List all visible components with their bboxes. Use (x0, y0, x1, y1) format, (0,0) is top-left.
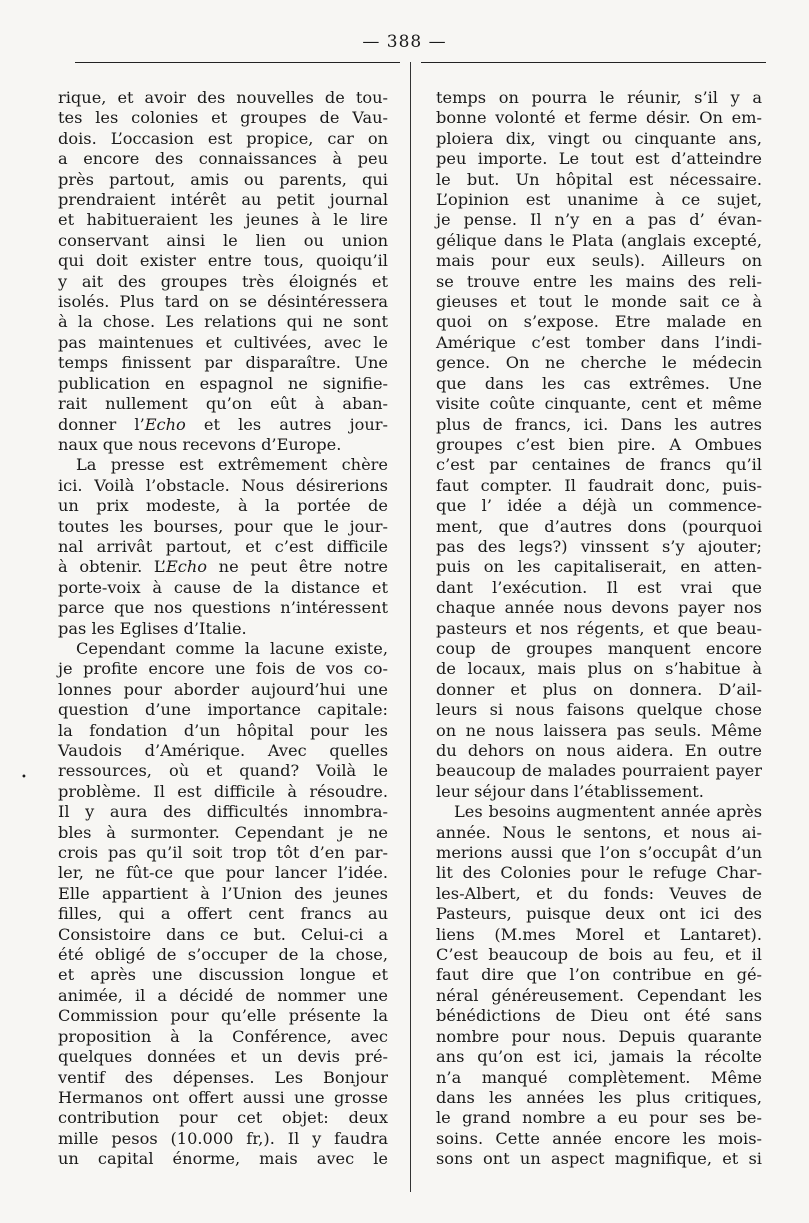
text-line: de locaux, mais plus on s’habitue à (436, 659, 762, 679)
text-line: Hermanos ont offert aussi une grosse (58, 1087, 388, 1107)
text-line: ler, ne fût-ce que pour lancer l’idée. (58, 863, 388, 883)
text-line: un prix modeste, à la portée de (58, 496, 388, 516)
text-line: qui doit exister entre tous, quoiqu’il (58, 251, 388, 271)
text-line: pasteurs et nos régents, et que beau- (436, 618, 762, 638)
text-line: gélique dans le Plata (anglais excepté, (436, 230, 762, 250)
text-line: temps finissent par disparaître. Une (58, 353, 388, 373)
text-line: visite coûte cinquante, cent et même (436, 394, 762, 414)
text-line: gieuses et tout le monde sait ce à (436, 292, 762, 312)
text-line: ploiera dix, vingt ou cinquante ans, (436, 128, 762, 148)
text-line: ici. Voilà l’obstacle. Nous désirerions (58, 475, 388, 495)
text-line: groupes c’est bien pire. A Ombues (436, 434, 762, 454)
margin-mark: • (21, 772, 27, 783)
text-line: lonnes pour aborder aujourd’hui une (58, 679, 388, 699)
text-line: année. Nous le sentons, et nous ai- (436, 822, 762, 842)
text-line: faut dire que l’on contribue en gé- (436, 965, 762, 985)
text-line: sons ont un aspect magnifique, et si (436, 1149, 762, 1169)
text-line: leur séjour dans l’établissement. (436, 781, 704, 801)
text-line: n’a manqué complètement. Même (436, 1067, 762, 1087)
text-line: mais pour eux seuls). Ailleurs on (436, 251, 762, 271)
text-line: été obligé de s’occuper de la chose, (58, 945, 388, 965)
text-line: à obtenir. L’Echo ne peut être notre (58, 557, 389, 577)
text-line: animée, il a décidé de nommer une (58, 985, 388, 1005)
text-line: ment, que d’autres dons (pourquoi (436, 516, 762, 536)
text-line: ventif des dépenses. Les Bonjour (58, 1067, 388, 1087)
text-line: pas les Eglises d’Italie. (58, 618, 247, 638)
text-line: le grand nombre a eu pour ses be- (436, 1108, 762, 1128)
text-line: à la chose. Les relations qui ne sont (58, 312, 388, 332)
text-line: nal arrivât partout, et c’est difficile (58, 536, 388, 556)
text-line: Cependant comme la lacune existe, (76, 638, 388, 658)
text-line: se trouve entre les mains des reli- (436, 271, 762, 291)
text-line: ressources, où et quand? Voilà le (58, 761, 388, 781)
text-line: temps on pourra le réunir, s’il y a (436, 88, 762, 107)
text-line: rique, et avoir des nouvelles de tou- (58, 88, 388, 107)
text-line: Pasteurs, puisque deux ont ici des (436, 904, 762, 924)
text-line: dois. L’occasion est propice, car on (58, 128, 388, 148)
text-line: dans les années les plus critiques, (436, 1087, 762, 1107)
text-line: et après une discussion longue et (58, 965, 388, 985)
text-line: que l’ idée a déjà un commence- (436, 496, 762, 516)
text-line: bonne volonté et ferme désir. On em- (436, 108, 762, 128)
header-rule-left (75, 62, 400, 63)
text-line: beaucoup de malades pourraient payer (436, 761, 762, 781)
text-line: je profite encore une fois de vos co- (58, 659, 388, 679)
text-line: pas maintenues et cultivées, avec le (58, 332, 388, 352)
text-line: filles, qui a offert cent francs au (58, 904, 388, 924)
page-number: — 388 — (362, 32, 447, 52)
text-line: proposition à la Conférence, avec (58, 1026, 388, 1046)
text-line: Commission pour qu’elle présente la (58, 1006, 388, 1026)
left-column (58, 88, 388, 1170)
text-line: crois pas qu’il soit trop tôt d’en par- (58, 843, 388, 863)
text-line: chaque année nous devons payer nos (436, 598, 762, 618)
text-line: peu importe. Le tout est d’atteindre (436, 149, 762, 169)
text-line: ans qu’on est ici, jamais la récolte (436, 1047, 762, 1067)
text-line: bénédictions de Dieu ont été sans (436, 1006, 762, 1026)
text-line: merions aussi que l’on s’occupât d’un (436, 843, 762, 863)
text-line: donner l’Echo et les autres jour- (58, 414, 388, 434)
text-line: puis on les capitaliserait, en atten- (436, 557, 762, 577)
text-line: toutes les bourses, pour que le jour- (58, 516, 388, 536)
text-line: leurs si nous faisons quelque chose (436, 700, 762, 720)
text-line: Il y aura des difficultés innombra- (58, 802, 388, 822)
text-line: et habitueraient les jeunes à le lire (58, 210, 388, 230)
text-line: y ait des groupes très éloignés et (58, 271, 388, 291)
text-line: prendraient intérêt au petit journal (58, 190, 388, 210)
text-line: naux que nous recevons d’Europe. (58, 434, 342, 454)
text-line: question d’une importance capitale: (58, 700, 388, 720)
text-line: gence. On ne cherche le médecin (436, 353, 762, 373)
text-line: le but. Un hôpital est nécessaire. (436, 169, 762, 189)
text-line: Consistoire dans ce but. Celui-ci a (58, 924, 388, 944)
text-line: dant l’exécution. Il est vrai que (436, 577, 762, 597)
text-line: néral généreusement. Cependant les (436, 985, 762, 1005)
text-line: soins. Cette année encore les mois- (436, 1128, 762, 1148)
text-line: parce que nos questions n’intéressent (58, 598, 388, 618)
text-line: tes les colonies et groupes de Vau- (58, 108, 388, 128)
text-line: près partout, amis ou parents, qui (58, 169, 388, 189)
text-line: que dans les cas extrêmes. Une (436, 373, 762, 393)
text-line: plus de francs, ici. Dans les autres (436, 414, 762, 434)
right-column (436, 88, 762, 1170)
text-line: on ne nous laissera pas seuls. Même (436, 720, 762, 740)
text-line: je pense. Il n’y en a pas d’ évan- (436, 210, 762, 230)
text-line: publication en espagnol ne signifie- (58, 373, 388, 393)
text-line: contribution pour cet objet: deux (58, 1108, 388, 1128)
text-line: un capital énorme, mais avec le (58, 1149, 388, 1169)
text-line: a encore des connaissances à peu (58, 149, 388, 169)
text-line: bles à surmonter. Cependant je ne (58, 822, 388, 842)
text-line: La presse est extrêmement chère (76, 455, 388, 475)
text-line: isolés. Plus tard on se désintéressera (58, 292, 388, 312)
text-line: L’opinion est unanime à ce sujet, (436, 190, 762, 210)
text-line: Elle appartient à l’Union des jeunes (58, 883, 388, 903)
text-line: quoi on s’expose. Etre malade en (436, 312, 762, 332)
text-line: liens (M.mes Morel et Lantaret). (436, 924, 762, 944)
text-line: mille pesos (10.000 fr,). Il y faudra (58, 1128, 388, 1148)
text-line: Amérique c’est tomber dans l’indi- (436, 332, 762, 352)
text-line: c’est par centaines de francs qu’il (436, 455, 762, 475)
text-line: Les besoins augmentent année après (454, 802, 762, 822)
text-line: porte-voix à cause de la distance et (58, 577, 388, 597)
text-line: la fondation d’un hôpital pour les (58, 720, 388, 740)
text-line: C’est beaucoup de bois au feu, et il (436, 945, 762, 965)
text-line: les-Albert, et du fonds: Veuves de (436, 883, 762, 903)
header-rule-right (421, 62, 766, 63)
text-line: Vaudois d’Amérique. Avec quelles (58, 741, 388, 760)
text-line: lit des Colonies pour le refuge Char- (436, 863, 762, 883)
text-line: coup de groupes manquent encore (436, 638, 762, 658)
text-line: problème. Il est difficile à résoudre. (58, 781, 388, 801)
text-line: pas des legs?) vinssent s’y ajouter; (436, 536, 762, 556)
text-line: donner et plus on donnera. D’ail- (436, 679, 762, 699)
text-line: rait nullement qu’on eût à aban- (58, 394, 388, 414)
text-line: quelques données et un devis pré- (58, 1047, 388, 1067)
text-line: nombre pour nous. Depuis quarante (436, 1026, 762, 1046)
column-divider (410, 62, 411, 1192)
text-line: faut compter. Il faudrait donc, puis- (436, 475, 762, 495)
text-line: du dehors on nous aidera. En outre (436, 741, 762, 760)
text-line: conservant ainsi le lien ou union (58, 230, 388, 250)
